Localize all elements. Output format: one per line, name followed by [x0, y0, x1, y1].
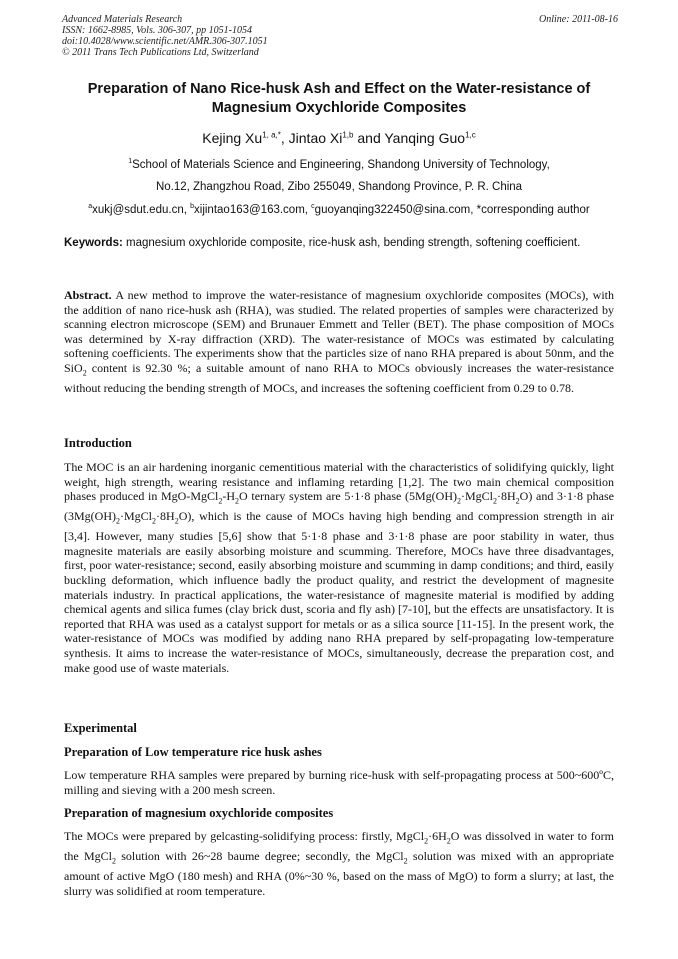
text: solution was mixed with an appropriate amount of active MgO (180 mesh) and RHA (0%~30 %, based on the mass of MgO) to form a slurry; at last, the slurry was solidified at room temperature. — [64, 848, 614, 898]
author-sup: 1,c — [465, 130, 476, 140]
subscript: 2 — [111, 856, 116, 866]
author-sup: 1,b — [342, 130, 354, 140]
email[interactable]: xukj@sdut.edu.cn, — [92, 203, 191, 216]
text: O) and 3·1·8 phase (3Mg(OH) — [64, 489, 614, 524]
text: O ternary system are 5·1·8 phase (5Mg(OH) — [239, 489, 457, 504]
text: ·8H — [497, 489, 516, 504]
text: O), which is the cause of MOCs having high bending and compression strength in air [3,4]. However, many studies [5,6] show that 5·1·8 phase and 3·1·8 phase are poor stability in water, thus magnesite materials are easily absorbing moisture and scumming. Therefore, MOCs have three disadvantages, first, poor water-resistance; second, easily absorbing moisture and scumming in damp conditions; and third, easily buckling deformation, which influence badly the product quality, and restrict the development of magnesite materials industry. In practical applications, the water-resistance of magnesite material is modified by adding chemical agents and silica fumes (clay brick dust, scoria and fly ash) [7-10], but the effects are unsatisfactory. It is reported that RHA was used as a catalyst support for metals or as a silica source [11-15]. In the present work, the water-resistance of MOCs was modified by adding nano RHA prepared by self-propagating low-temperature synthesis. It aims to increase the water-resistance of MOCs, simultaneously, decrease the preparation cost, and make good use of waste materials. — [64, 509, 614, 675]
text: The MOCs were prepared by gelcasting-solidifying process: firstly, MgCl — [64, 829, 425, 843]
text: solution with 26~28 baume degree; secondly, the MgCl — [115, 848, 404, 863]
text: The MOC is an air hardening inorganic cementitious material with the characteristics of solidifying quickly, light weight, high strength, wearing resistance and inflaming retarding [1,2]. The two main chemical composition phases produced in MgO-MgCl — [64, 460, 614, 504]
author-name: Kejing Xu — [202, 130, 263, 146]
subscript: 2 — [218, 496, 223, 506]
email[interactable]: guoyanqing322450@sina.com, *corresponding author — [314, 203, 590, 216]
keywords — [64, 236, 614, 251]
introduction-paragraph — [64, 460, 614, 675]
affiliation-line-2: No.12, Zhangzhou Road, Zibo 255049, Shandong Province, P. R. China — [155, 181, 523, 193]
author-name: , Jintao Xi — [280, 130, 343, 146]
email-sup: c — [311, 203, 315, 210]
abstract-text: content is 92.30 %; a suitable amount of nano RHA to MOCs obviously increases the water-resistance without reducing the bending strength of MOCs, and increases the softening coefficient from 0.29 to 0.78. — [64, 360, 614, 395]
author-sup: 1, a,* — [262, 130, 281, 140]
abstract-label: Abstract. — [64, 288, 112, 302]
subscript: 2 — [424, 836, 429, 846]
text: ·8H — [156, 509, 175, 524]
issn: ISSN: 1662-8985, Vols. 306-307, pp 1051-1054 — [62, 25, 252, 36]
subscript: 2 — [456, 496, 461, 506]
journal-header — [62, 14, 618, 58]
keywords-text: magnesium oxychloride composite, rice-husk ash, bending strength, softening coefficient. — [122, 237, 581, 249]
abstract-text: A new method to improve the water-resistance of magnesium oxychloride composites (MOCs), with the addition of nano rice-husk ash (RHA), was studied. The related properties of samples were characterized by scanning electron microscope (SEM) and Brunauer Emmett and Teller (BET). The phase composition of MOCs was determined by X-ray diffraction (XRD). The water-resistance of MOCs was estimated by calculating softening coefficients. The experiments show that the particles size of nano RHA prepared is about 50nm, and the SiO — [64, 288, 614, 375]
affiliation-line-1 — [0, 158, 678, 171]
text: ·6H — [428, 829, 447, 843]
email-sup: a — [88, 203, 93, 210]
subscript: 2 — [174, 516, 179, 526]
doi: doi:10.4028/www.scientific.net/AMR.306-307.1051 — [62, 36, 268, 47]
subscript: 2 — [493, 496, 497, 506]
abstract — [64, 288, 614, 396]
subscript: 2 — [403, 856, 408, 866]
journal-name: Advanced Materials Research — [62, 14, 183, 25]
subscript: 2 — [515, 496, 520, 506]
email-line — [0, 203, 678, 216]
paper-title: Preparation of Nano Rice-husk Ash and Effect on the Water-resistance of Magnesium Oxychloride Composites — [87, 81, 591, 116]
text: -H — [222, 489, 236, 504]
subsection-heading-moc: Preparation of magnesium oxychloride composites — [64, 806, 334, 820]
subscript: 2 — [446, 836, 451, 846]
subsection-heading-rha: Preparation of Low temperature rice husk ashes — [64, 745, 322, 759]
section-heading-experimental: Experimental — [64, 721, 137, 735]
email[interactable]: xijintao163@163.com, — [194, 203, 312, 216]
experimental-paragraph-2 — [64, 829, 614, 898]
copyright: © 2011 Trans Tech Publications Ltd, Switzerland — [62, 47, 259, 58]
author-list — [0, 130, 678, 146]
text: ·MgCl — [120, 509, 153, 524]
subscript: 2 — [152, 516, 157, 526]
affiliation-number: 1 — [128, 158, 133, 165]
text: O was dissolved in water to form the MgCl — [64, 829, 614, 863]
subscript: 2 — [235, 496, 240, 506]
affiliation-text: School of Materials Science and Engineering, Shandong University of Technology, — [132, 158, 550, 171]
subscript: 2 — [116, 516, 120, 526]
online-date: Online: 2011-08-16 — [539, 14, 618, 25]
experimental-paragraph-1: Low temperature RHA samples were prepared by burning rice-husk with self-propagating process at 500~600ºC, milling and sieving with a 200 mesh screen. — [64, 768, 614, 797]
text: ·MgCl — [460, 489, 493, 504]
email-sup: b — [190, 203, 195, 210]
section-heading-introduction: Introduction — [64, 436, 132, 450]
subscript: 2 — [82, 368, 87, 378]
keywords-label: Keywords: — [64, 237, 123, 249]
author-name: and Yanqing Guo — [353, 130, 466, 146]
